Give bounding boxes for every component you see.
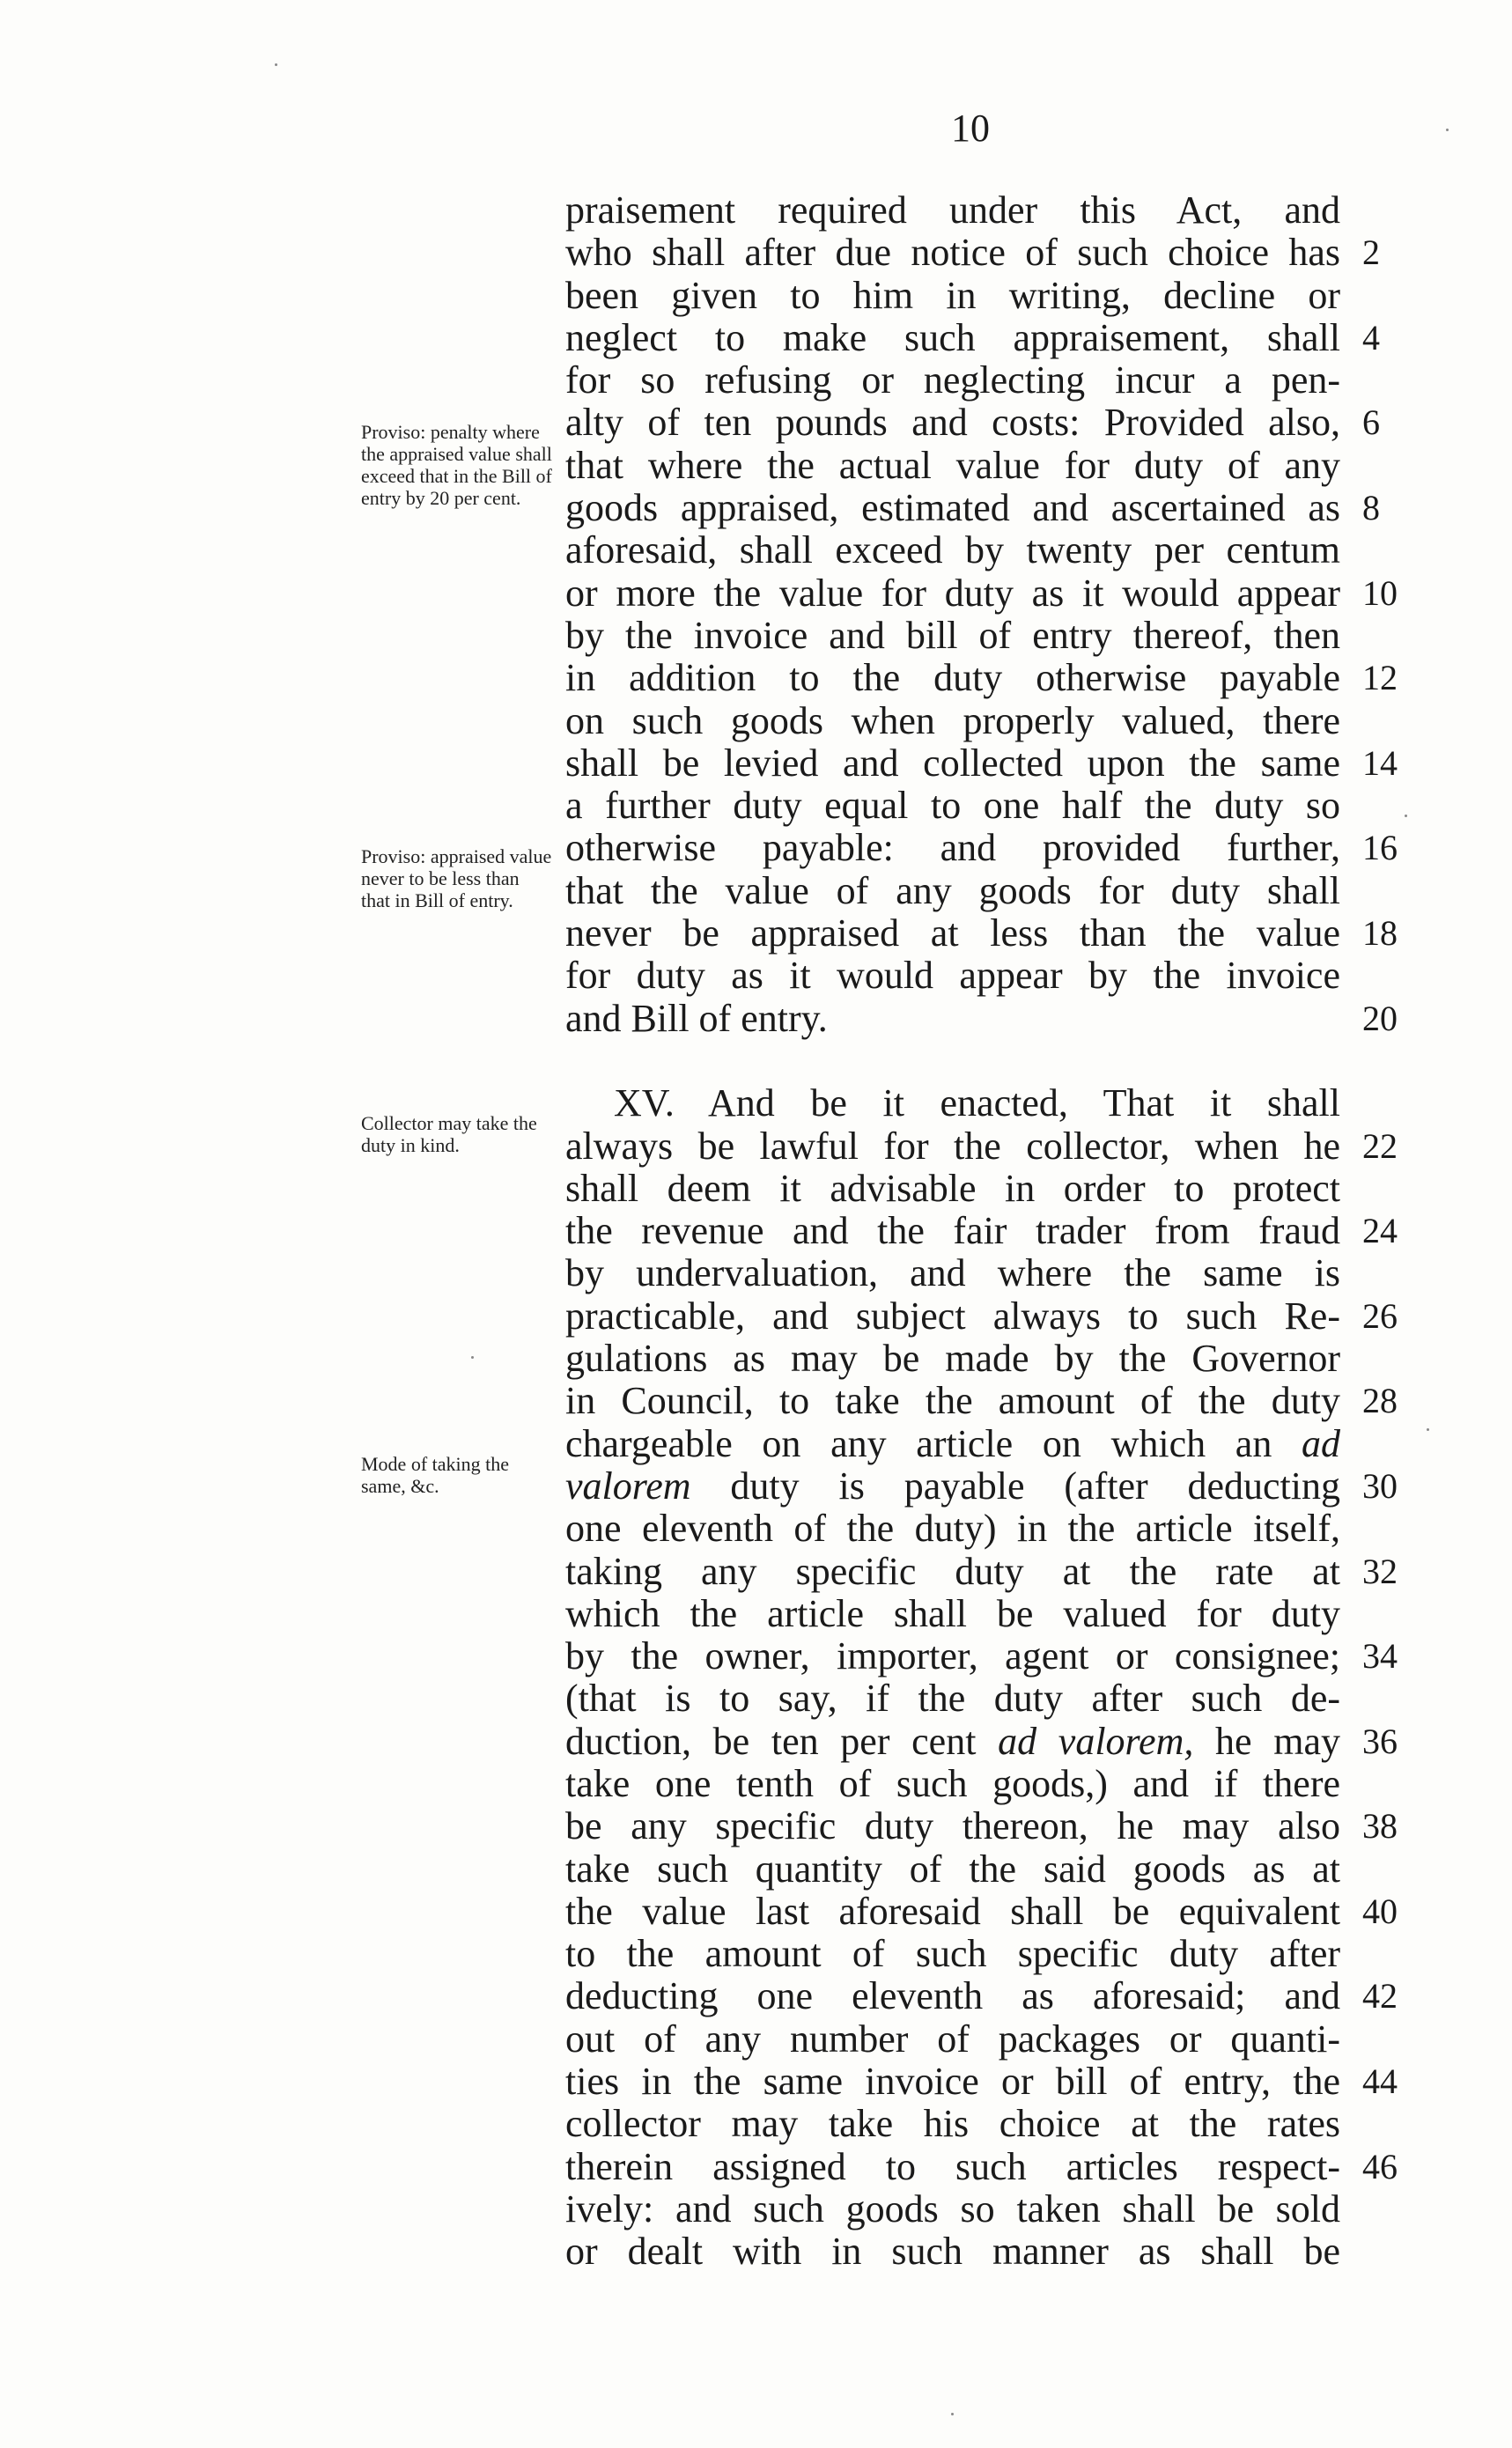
text-line bbox=[565, 231, 1380, 275]
text-line bbox=[565, 2188, 1349, 2230]
text-line bbox=[565, 2103, 1349, 2145]
line-text bbox=[565, 700, 1340, 742]
line-main-text: by undervaluation, and where the same is bbox=[565, 1251, 1340, 1295]
line-text bbox=[565, 2188, 1340, 2230]
line-text bbox=[565, 1677, 1340, 1720]
margin-note-collector-duty-in-kind: Collector may take the duty in kind. bbox=[361, 1112, 537, 1156]
text-line bbox=[565, 955, 1349, 997]
line-number: 26 bbox=[1362, 1295, 1398, 1336]
line-main-text: for so refusing or neglecting incur a pen- bbox=[565, 358, 1340, 402]
line-main-text: (that is to say, if the duty after such de- bbox=[565, 1677, 1340, 1721]
text-line bbox=[565, 1423, 1349, 1465]
text-line bbox=[565, 486, 1380, 530]
line-text bbox=[565, 1423, 1340, 1465]
line-main-text: practicable, and subject always to such Re- bbox=[565, 1294, 1340, 1338]
text-line bbox=[565, 529, 1349, 571]
text-line bbox=[565, 741, 1398, 785]
line-main-text: taking any specific duty at the rate at bbox=[565, 1549, 1340, 1593]
text-line bbox=[565, 996, 1398, 1040]
line-main-text: ively: and such goods so taken shall be sold bbox=[565, 2186, 1340, 2230]
text-line bbox=[565, 1634, 1398, 1678]
line-text bbox=[565, 402, 1340, 444]
scan-speck bbox=[951, 2413, 954, 2415]
line-text bbox=[565, 2146, 1340, 2188]
line-text bbox=[565, 2018, 1340, 2061]
line-number: 18 bbox=[1362, 913, 1398, 954]
line-main-text: duty is payable (after deducting bbox=[690, 1464, 1340, 1508]
line-number: 8 bbox=[1362, 488, 1380, 528]
text-line bbox=[565, 1338, 1349, 1380]
line-number: 32 bbox=[1362, 1551, 1398, 1591]
line-text bbox=[565, 955, 1340, 997]
italic-text: ad valorem, bbox=[998, 1719, 1194, 1763]
text-line bbox=[565, 1508, 1349, 1550]
line-text bbox=[565, 1508, 1340, 1550]
text-line bbox=[565, 785, 1349, 827]
line-number: 4 bbox=[1362, 317, 1380, 358]
line-text bbox=[565, 359, 1340, 402]
page-number: 10 bbox=[951, 107, 990, 150]
line-number: 46 bbox=[1362, 2146, 1398, 2186]
italic-text: valorem bbox=[565, 1464, 691, 1508]
line-text bbox=[565, 615, 1340, 657]
line-main-text: duction, be ten per cent bbox=[565, 1719, 977, 1763]
line-text bbox=[565, 445, 1340, 487]
line-main-text: shall deem it advisable in order to protect bbox=[565, 1166, 1340, 1210]
scan-speck bbox=[471, 1356, 474, 1359]
text-line bbox=[565, 870, 1349, 912]
line-number: 20 bbox=[1362, 998, 1398, 1038]
line-number: 42 bbox=[1362, 1976, 1398, 2017]
text-line bbox=[565, 445, 1349, 487]
text-line bbox=[565, 2144, 1398, 2188]
line-text bbox=[565, 1891, 1340, 1933]
line-text bbox=[565, 1593, 1340, 1635]
paragraph-gap bbox=[565, 1040, 1349, 1082]
line-main-text: been given to him in writing, decline or bbox=[565, 273, 1340, 317]
text-line bbox=[565, 2060, 1398, 2104]
line-main-text: take such quantity of the said goods as at bbox=[565, 1847, 1340, 1891]
line-main-text: be any specific duty thereon, he may also bbox=[565, 1804, 1340, 1848]
line-main-text: on such goods when properly valued, there bbox=[565, 698, 1340, 742]
line-main-text: which the article shall be valued for duty bbox=[565, 1591, 1340, 1635]
line-text bbox=[565, 1635, 1340, 1677]
line-text bbox=[565, 1168, 1340, 1210]
line-text bbox=[565, 1380, 1340, 1422]
text-line bbox=[565, 315, 1380, 359]
line-number: 30 bbox=[1362, 1465, 1398, 1506]
line-number: 40 bbox=[1362, 1891, 1398, 1931]
scan-speck bbox=[275, 63, 277, 66]
text-line bbox=[565, 1252, 1349, 1294]
line-text bbox=[565, 317, 1340, 359]
line-number: 28 bbox=[1362, 1381, 1398, 1421]
line-text bbox=[565, 1975, 1340, 2017]
line-main-text: to the amount of such specific duty after bbox=[565, 1932, 1340, 1976]
line-number: 36 bbox=[1362, 1721, 1398, 1761]
text-line bbox=[565, 1593, 1349, 1635]
text-line bbox=[565, 189, 1349, 232]
line-text bbox=[565, 189, 1340, 232]
line-text bbox=[565, 998, 1340, 1040]
line-main-text: praisement required under this Act, and bbox=[565, 188, 1340, 232]
scan-speck bbox=[1446, 129, 1449, 131]
line-text bbox=[565, 1721, 1340, 1763]
line-main-text: therein assigned to such articles respect- bbox=[565, 2144, 1340, 2188]
line-main-text: chargeable on any article on which an bbox=[565, 1421, 1272, 1465]
text-line bbox=[565, 911, 1398, 955]
margin-note-mode-of-taking: Mode of taking the same, &c. bbox=[361, 1453, 510, 1497]
line-text bbox=[565, 785, 1340, 827]
line-main-text: take one tenth of such goods,) and if there bbox=[565, 1761, 1340, 1805]
text-line bbox=[565, 1933, 1349, 1975]
text-line bbox=[565, 700, 1349, 742]
line-text bbox=[565, 275, 1340, 317]
text-line bbox=[565, 359, 1349, 402]
line-text bbox=[565, 870, 1340, 912]
text-line bbox=[565, 1804, 1398, 1848]
line-main-text: neglect to make such appraisement, shall bbox=[565, 315, 1340, 359]
text-line bbox=[565, 1082, 1349, 1124]
text-line bbox=[565, 1124, 1398, 1168]
margin-note-proviso-appraised-value: Proviso: appraised value never to be less than that in Bill of entry. bbox=[361, 845, 552, 911]
line-text bbox=[565, 1805, 1340, 1847]
line-number: 12 bbox=[1362, 658, 1398, 698]
line-main-text: out of any number of packages or quanti- bbox=[565, 2017, 1340, 2061]
line-main-text: aforesaid, shall exceed by twenty per centum bbox=[565, 528, 1340, 572]
line-main-text: that the value of any goods for duty shall bbox=[565, 868, 1340, 912]
line-main-text: a further duty equal to one half the duty so bbox=[565, 784, 1340, 828]
line-text bbox=[565, 529, 1340, 571]
line-text bbox=[565, 2103, 1340, 2145]
line-number: 22 bbox=[1362, 1125, 1398, 1166]
text-line bbox=[565, 1209, 1398, 1253]
text-line bbox=[565, 1889, 1398, 1933]
line-text bbox=[565, 232, 1340, 274]
body-text bbox=[565, 188, 1398, 2274]
line-text bbox=[565, 572, 1340, 615]
line-number: 16 bbox=[1362, 828, 1398, 868]
line-main-text: or dealt with in such manner as shall be bbox=[565, 2230, 1340, 2274]
text-line bbox=[565, 1719, 1398, 1763]
text-line bbox=[565, 1294, 1398, 1338]
line-main-text: in addition to the duty otherwise payable bbox=[565, 656, 1340, 700]
text-line bbox=[565, 2018, 1349, 2061]
text-line bbox=[565, 1464, 1398, 1508]
line-text bbox=[565, 1295, 1340, 1338]
text-line bbox=[565, 615, 1349, 657]
line-main-text: or more the value for duty as it would appear bbox=[565, 571, 1340, 615]
line-main-text: collector may take his choice at the rates bbox=[565, 2102, 1340, 2146]
scan-speck bbox=[1427, 1428, 1429, 1431]
line-main-text: by the owner, importer, agent or consignee; bbox=[565, 1634, 1340, 1678]
line-text bbox=[565, 1252, 1340, 1294]
text-line bbox=[565, 826, 1398, 870]
line-text bbox=[565, 1082, 1340, 1124]
text-line bbox=[565, 1549, 1398, 1593]
text-line bbox=[565, 275, 1349, 317]
line-text bbox=[565, 827, 1340, 869]
line-main-text: never be appraised at less than the value bbox=[565, 911, 1340, 955]
line-number: 34 bbox=[1362, 1636, 1398, 1677]
line-main-text: one eleventh of the duty) in the article itself, bbox=[565, 1507, 1340, 1551]
line-main-text: for duty as it would appear by the invoice bbox=[565, 954, 1340, 998]
line-number: 38 bbox=[1362, 1806, 1398, 1847]
line-number: 24 bbox=[1362, 1211, 1398, 1251]
line-main-text: the revenue and the fair trader from fraud bbox=[565, 1209, 1340, 1253]
line-main-text: gulations as may be made by the Governor bbox=[565, 1337, 1340, 1381]
text-line bbox=[565, 1168, 1349, 1210]
line-main-text: who shall after due notice of such choice has bbox=[565, 231, 1340, 275]
line-main-text: otherwise payable: and provided further, bbox=[565, 826, 1340, 870]
text-line bbox=[565, 1763, 1349, 1805]
line-main-text: that where the actual value for duty of any bbox=[565, 443, 1340, 487]
line-main-text: always be lawful for the collector, when he bbox=[565, 1124, 1340, 1168]
line-main-text: shall be levied and collected upon the same bbox=[565, 741, 1340, 785]
text-line bbox=[565, 1677, 1349, 1720]
line-number: 14 bbox=[1362, 742, 1398, 783]
line-number: 10 bbox=[1362, 572, 1398, 613]
line-text bbox=[565, 1465, 1340, 1508]
line-text bbox=[565, 912, 1340, 955]
line-main-text: goods appraised, estimated and ascertained as bbox=[565, 486, 1340, 530]
line-main-text: the value last aforesaid shall be equivalent bbox=[565, 1889, 1340, 1933]
text-line bbox=[565, 1848, 1349, 1891]
line-text bbox=[565, 487, 1340, 529]
text-line bbox=[565, 571, 1398, 615]
line-main-text: deducting one eleventh as aforesaid; and bbox=[565, 1974, 1340, 2018]
line-text bbox=[565, 1933, 1340, 1975]
margin-note-proviso-penalty: Proviso: penalty where the appraised value shall exceed that in the Bill of entry by 20 per cent. bbox=[361, 421, 552, 509]
scan-speck bbox=[1405, 815, 1407, 817]
line-main-text: in Council, to take the amount of the duty bbox=[565, 1379, 1340, 1423]
line-text bbox=[565, 1551, 1340, 1593]
italic-text: ad bbox=[1302, 1421, 1341, 1465]
text-line bbox=[565, 1379, 1398, 1423]
line-tail-text: he may bbox=[1193, 1719, 1340, 1763]
text-line bbox=[565, 401, 1380, 445]
line-text bbox=[565, 1848, 1340, 1891]
line-text bbox=[565, 2061, 1340, 2103]
line-main-text: by the invoice and bill of entry thereof, then bbox=[565, 613, 1340, 657]
line-main-text: alty of ten pounds and costs: Provided also, bbox=[565, 401, 1340, 445]
line-number: 2 bbox=[1362, 232, 1380, 273]
line-text bbox=[565, 657, 1340, 699]
text-line bbox=[565, 1974, 1398, 2018]
line-text bbox=[565, 1125, 1340, 1168]
line-text bbox=[565, 1210, 1340, 1252]
line-number: 44 bbox=[1362, 2061, 1398, 2102]
text-line bbox=[565, 2230, 1349, 2273]
line-text bbox=[565, 1763, 1340, 1805]
line-main-text: XV. And be it enacted, That it shall bbox=[614, 1081, 1340, 1125]
line-text bbox=[565, 742, 1340, 785]
line-main-text: ties in the same invoice or bill of entry, the bbox=[565, 2060, 1340, 2104]
line-main-text: and Bill of entry. bbox=[565, 996, 828, 1040]
line-text bbox=[565, 2230, 1340, 2273]
line-text bbox=[565, 1338, 1340, 1380]
text-line bbox=[565, 656, 1398, 700]
line-number: 6 bbox=[1362, 402, 1380, 443]
